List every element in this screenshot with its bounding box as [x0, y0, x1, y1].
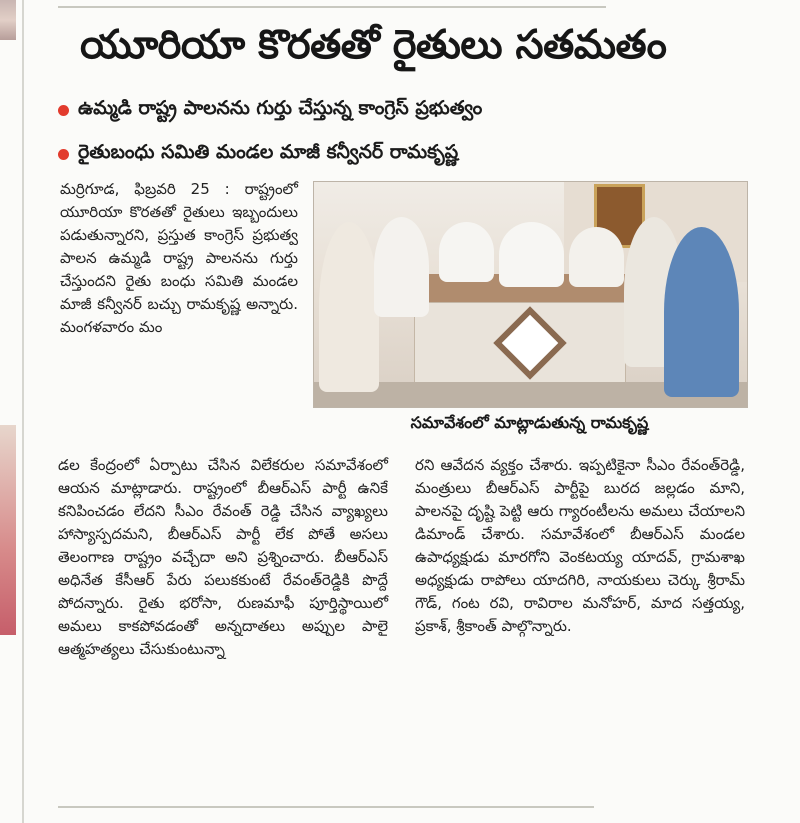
photo-person	[499, 222, 564, 287]
article-column-3	[415, 454, 745, 638]
adjacent-photo-fragment	[0, 0, 16, 40]
photo-person	[374, 217, 429, 317]
top-rule	[58, 6, 606, 8]
photo-person	[569, 227, 624, 287]
bullet-text: రైతుబంధు సమితి మండల మాజీ కన్వీనర్ రామకృష్ణ	[78, 140, 459, 163]
bullet-dot-icon	[58, 105, 69, 116]
bullet-2	[58, 140, 458, 168]
bottom-rule	[58, 806, 594, 808]
photo-caption: సమావేశంలో మాట్లాడుతున్న రామకృష్ణ	[410, 412, 649, 432]
news-photo	[313, 181, 748, 408]
photo-person	[664, 227, 739, 397]
body-text: డల కేంద్రంలో ఏర్పాటు చేసిన విలేకరుల సమావేశంలో ఆయన మాట్లాడారు. రాష్ట్రంలో బీఆర్ఎస్ పార్టీ ఉనికే కనిపించడం లేదని సీఎం రేవంత్ రెడ్డి చేసిన వ్యాఖ్యలు హాస్యాస్పదమని, బీఆర్ఎస్ పార్టీ లేక పోతే అసలు తెలంగాణ రాష్ట్రం వచ్చేదా అని ప్రశ్నించారు. బీఆర్ఎస్ అధినేత కేసీఆర్ పేరు పలుకకుంటే రేవంత్‌రెడ్డికి పొద్దే పోదన్నారు. రైతు భరోసా, రుణమాఫీ పూర్తిస్థాయిలో అమలు కాకపోవడంతో అన్నదాతలు అప్పుల పాలై ఆత్మహత్యలు చేసుకుంటున్నా	[58, 456, 388, 658]
adjacent-column-strip	[0, 0, 24, 823]
photo-person	[319, 222, 379, 392]
article-column-2	[58, 454, 388, 661]
article-column-1	[60, 178, 298, 339]
body-text: మర్రిగూడ, ఫిబ్రవరి 25 : రాష్ట్రంలో యూరియా కొరతతో రైతులు ఇబ్బందులు పడుతున్నారని, ప్రస్తుత కాంగ్రెస్ ప్రభుత్వ పాలన ఉమ్మడి రాష్ట్ర పాలనను గుర్తు చేస్తుందని రైతు బంధు సమితి మండల మాజీ కన్వీనర్ బచ్చు రామకృష్ణ అన్నారు. మంగళవారం మం	[60, 180, 298, 336]
headline: యూరియా కొరతతో రైతులు సతమతం	[80, 22, 667, 68]
photo-person	[439, 222, 494, 282]
bullet-1	[58, 96, 482, 124]
body-text: రని ఆవేదన వ్యక్తం చేశారు. ఇప్పటికైనా సీఎం రేవంత్‌రెడ్డి, మంత్రులు బీఆర్ఎస్ పార్టీపై బురద జల్లడం మాని, పాలనపై దృష్టి పెట్టి ఆరు గ్యారంటీలను అమలు చేయాలని డిమాండ్ చేశారు. సమావేశంలో బీఆర్ఎస్ మండల ఉపాధ్యక్షుడు మారగోని వెంకటయ్య యాదవ్, గ్రామశాఖ అధ్యక్షుడు రాపోలు యాదగిరి, నాయకులు చెర్కు శ్రీరామ్ గౌడ్, గంట రవి, రావిరాల మనోహర్, మాద సత్తయ్య, ప్రకాశ్, శ్రీకాంత్ పాల్గొన్నారు.	[415, 456, 745, 635]
bullet-dot-icon	[58, 149, 69, 160]
adjacent-photo-fragment	[0, 425, 16, 635]
bullet-text: ఉమ్మడి రాష్ట్ర పాలనను గుర్తు చేస్తున్న కాంగ్రెస్ ప్రభుత్వం	[78, 96, 483, 119]
